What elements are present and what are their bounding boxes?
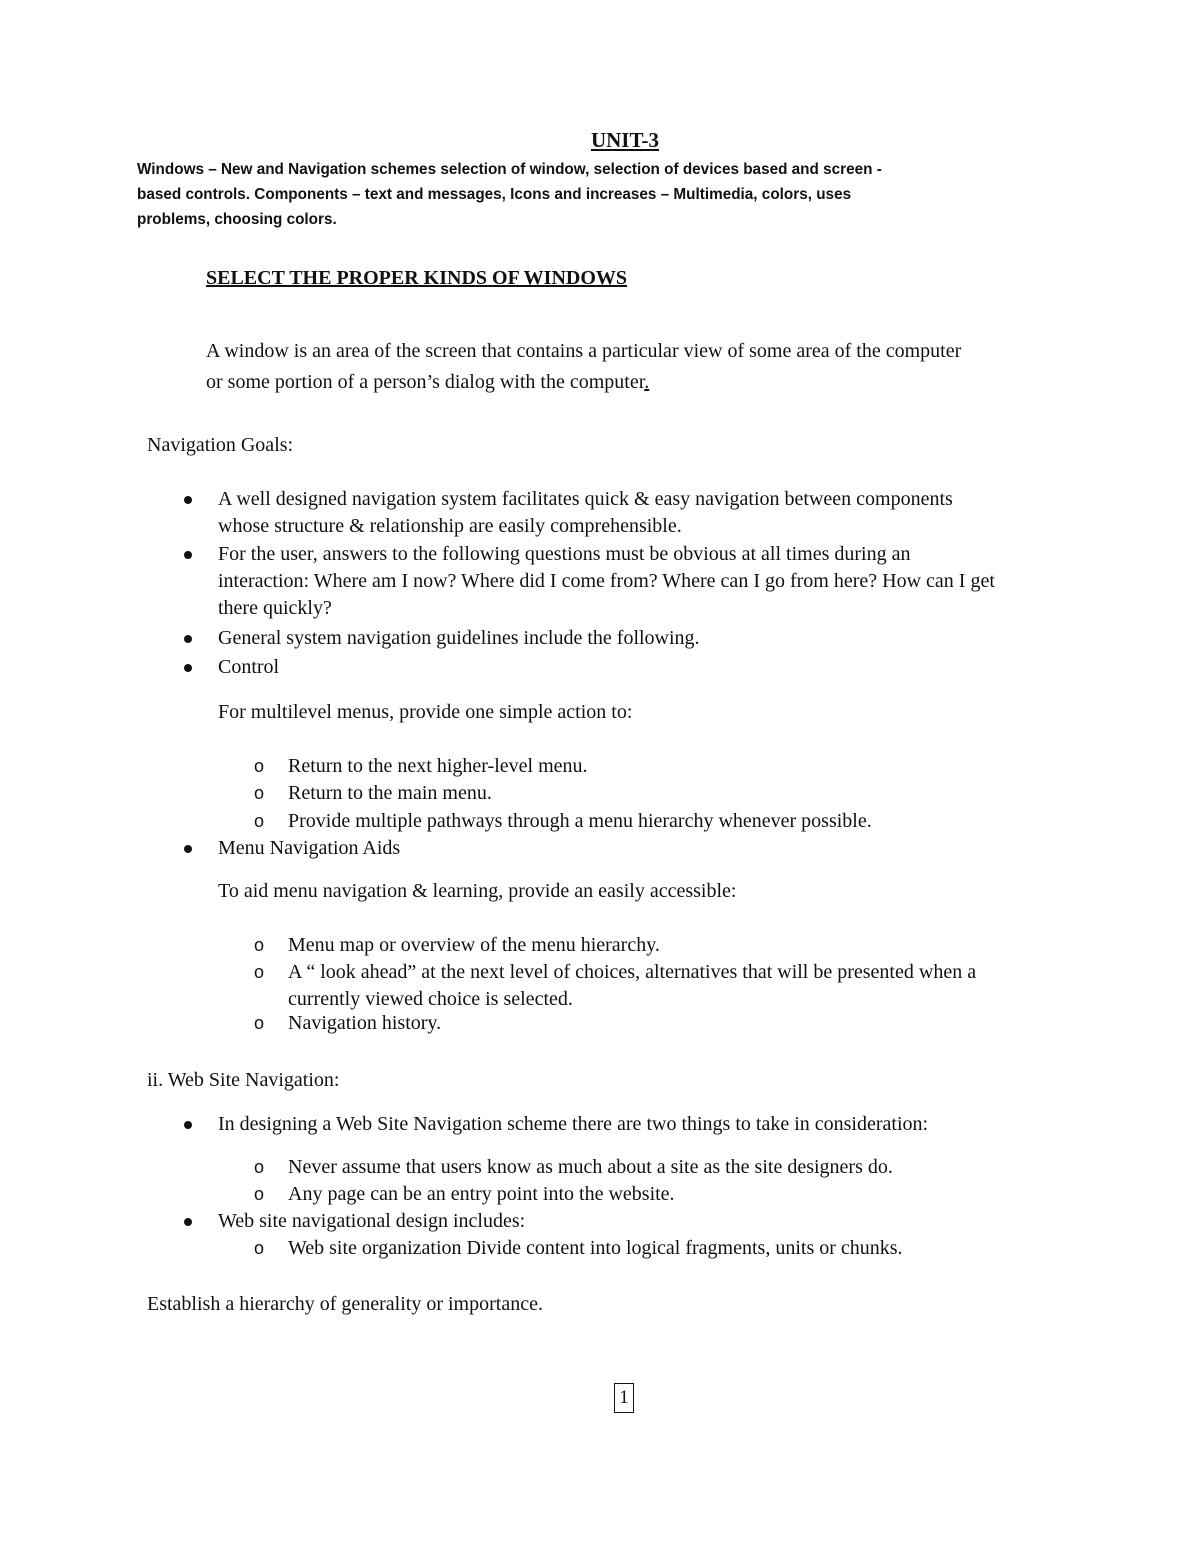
bullet-dot-icon bbox=[184, 1121, 192, 1129]
list-item bbox=[218, 835, 400, 862]
list-item bbox=[218, 654, 279, 681]
bullet-dot-icon bbox=[184, 551, 192, 559]
list-item-line: In designing a Web Site Navigation scheme there are two things to take in consideration: bbox=[218, 1113, 929, 1135]
syllabus-line: problems, choosing colors. bbox=[137, 211, 337, 228]
syllabus-line: Windows – New and Navigation schemes selection of window, selection of devices based and screen - bbox=[137, 161, 882, 178]
sub-list-item-line: Return to the main menu. bbox=[288, 782, 492, 804]
definition-line-2 bbox=[206, 367, 1126, 398]
unit-title: UNIT-3 bbox=[590, 128, 660, 152]
list-item-line: Menu Navigation Aids bbox=[218, 837, 401, 859]
list-item bbox=[218, 541, 995, 622]
sub-list-item bbox=[288, 1181, 675, 1208]
closing-text: Establish a hierarchy of generality or importance. bbox=[147, 1293, 543, 1315]
sub-list-item bbox=[288, 932, 660, 959]
bullet-dot-icon bbox=[184, 664, 192, 672]
circle-bullet-icon: o bbox=[254, 935, 265, 955]
web-navigation-heading: ii. Web Site Navigation: bbox=[147, 1069, 340, 1091]
bullet-dot-icon bbox=[184, 845, 192, 853]
list-item-line: For the user, answers to the following questions must be obvious at all times during an bbox=[218, 543, 911, 565]
sub-list-item bbox=[288, 808, 872, 835]
list-item-line: there quickly? bbox=[218, 597, 332, 619]
control-intro: For multilevel menus, provide one simple action to: bbox=[218, 701, 633, 723]
aids-intro: To aid menu navigation & learning, provide an easily accessible: bbox=[218, 880, 737, 902]
circle-bullet-icon: o bbox=[254, 1238, 265, 1258]
sub-list-item-line: A “ look ahead” at the next level of choices, alternatives that will be presented when a bbox=[288, 961, 977, 983]
definition-text: or some portion of a person’s dialog with the computer bbox=[206, 371, 645, 393]
list-item-line: Web site navigational design includes: bbox=[218, 1210, 526, 1232]
syllabus-summary bbox=[137, 157, 1007, 232]
sub-list-item-line: Any page can be an entry point into the website. bbox=[288, 1183, 675, 1205]
bullet-dot-icon bbox=[184, 1218, 192, 1226]
syllabus-line: based controls. Components – text and messages, Icons and increases – Multimedia, colors, uses bbox=[137, 186, 852, 203]
page-number: 1 bbox=[614, 1383, 634, 1413]
circle-bullet-icon: o bbox=[254, 783, 265, 803]
list-item bbox=[218, 1208, 525, 1235]
sub-list-item-line: Return to the next higher-level menu. bbox=[288, 755, 588, 777]
list-item-line: A well designed navigation system facilitates quick & easy navigation between components bbox=[218, 488, 953, 510]
circle-bullet-icon: o bbox=[254, 756, 265, 776]
sub-list-item-line: Navigation history. bbox=[288, 1012, 442, 1034]
sub-list-item bbox=[288, 780, 492, 807]
bullet-dot-icon bbox=[184, 635, 192, 643]
list-item-line: Control bbox=[218, 656, 280, 678]
list-item bbox=[218, 1111, 928, 1138]
circle-bullet-icon: o bbox=[254, 1184, 265, 1204]
definition-tail: . bbox=[644, 371, 650, 393]
window-definition bbox=[206, 336, 1126, 398]
list-item-line: General system navigation guidelines include the following. bbox=[218, 627, 700, 649]
navigation-goals-heading: Navigation Goals: bbox=[147, 434, 294, 456]
sub-list-item-line: currently viewed choice is selected. bbox=[288, 988, 573, 1010]
section-heading: SELECT THE PROPER KINDS OF WINDOWS bbox=[206, 267, 628, 289]
sub-list-item-line: Menu map or overview of the menu hierarchy. bbox=[288, 934, 660, 956]
circle-bullet-icon: o bbox=[254, 1013, 265, 1033]
sub-list-item bbox=[288, 1235, 903, 1262]
sub-list-item-line: Web site organization Divide content into logical fragments, units or chunks. bbox=[288, 1237, 903, 1259]
list-item-line: interaction: Where am I now? Where did I come from? Where can I go from here? How can I get bbox=[218, 570, 995, 592]
sub-list-item-line: Provide multiple pathways through a menu hierarchy whenever possible. bbox=[288, 810, 872, 832]
sub-list-item bbox=[288, 753, 588, 780]
list-item bbox=[218, 625, 700, 652]
circle-bullet-icon: o bbox=[254, 811, 265, 831]
list-item bbox=[218, 486, 953, 540]
sub-list-item bbox=[288, 1010, 441, 1037]
circle-bullet-icon: o bbox=[254, 1157, 265, 1177]
definition-line: A window is an area of the screen that contains a particular view of some area of the computer bbox=[206, 340, 962, 362]
sub-list-item-line: Never assume that users know as much about a site as the site designers do. bbox=[288, 1156, 893, 1178]
bullet-dot-icon bbox=[184, 496, 192, 504]
sub-list-item bbox=[288, 959, 976, 1013]
list-item-line: whose structure & relationship are easily comprehensible. bbox=[218, 515, 682, 537]
circle-bullet-icon: o bbox=[254, 962, 265, 982]
sub-list-item bbox=[288, 1154, 893, 1181]
